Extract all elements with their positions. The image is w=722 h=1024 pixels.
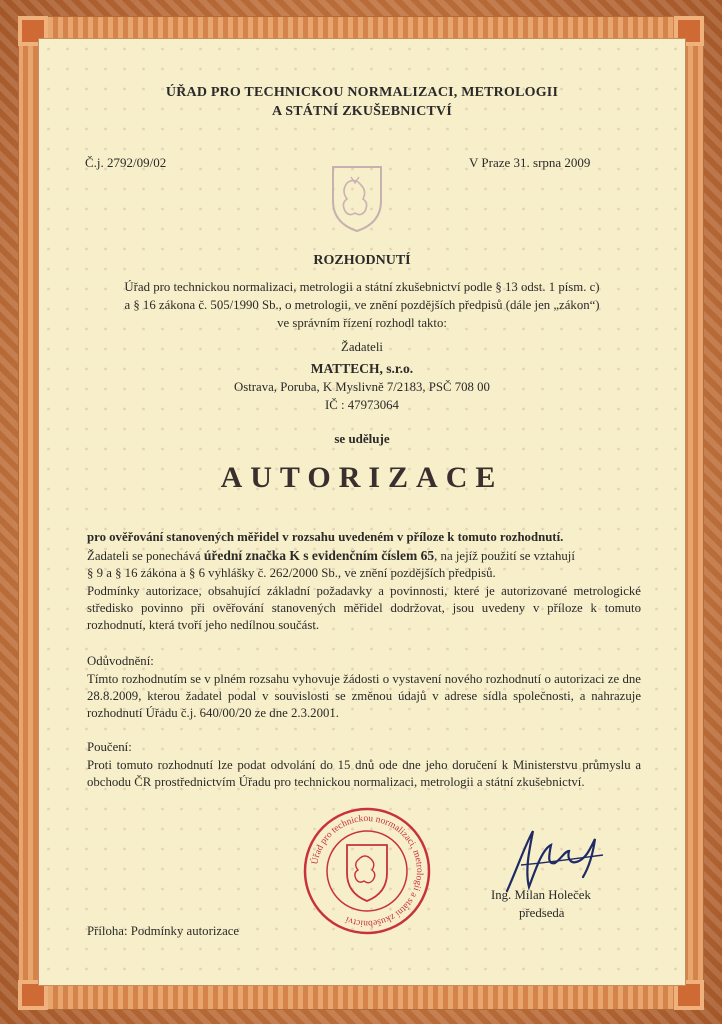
justification-text: Tímto rozhodnutím se v plném rozsahu vyhovuje žádosti o vystavení nového rozhodnutí o autorizaci ze dne 28.8.2009, kterou žadatel podal v souvislosti se změnou údajů v adrese sídla společnosti, a nahrazuje rozhodnutí Úřadu č.j. 640/00/20 ze dne 2.3.2001.: [87, 672, 641, 720]
applicant-id-number: IČ : 47973064: [325, 398, 399, 412]
intro-line-3: ve správním řízení rozhodl takto:: [277, 316, 447, 330]
official-round-stamp: [301, 805, 433, 937]
authorization-scope: pro ověřování stanovených měřidel v rozsahu uvedeném v příloze k tomuto rozhodnutí.: [87, 530, 564, 544]
authorization-conditions: Podmínky autorizace, obsahující základní požadavky a povinnosti, které je autorizované metrologické středisko povinno při ověřování stanovených měřidel dodržovat, jsou uvedeny v příloze k tomuto rozhodnutí, která tvoří jeho nedílnou součást.: [87, 584, 641, 632]
signatory-role: předseda: [519, 906, 565, 920]
intro-line-1: Úřad pro technickou normalizaci, metrologii a státní zkušebnictví podle § 13 odst. 1 písm. c): [124, 280, 600, 294]
authority-name-line2: A STÁTNÍ ZKUŠEBNICTVÍ: [271, 104, 453, 119]
place-date: V Praze 31. srpna 2009: [469, 155, 591, 170]
applicant-address: Ostrava, Poruba, K Myslivně 7/2183, PSČ 708 00: [234, 380, 490, 394]
authority-name-line1: ÚŘAD PRO TECHNICKOU NORMALIZACI, METROLOGII: [165, 85, 559, 100]
document-paper: [38, 38, 686, 986]
official-mark-line-1: [87, 547, 575, 565]
official-mark-prefix: Žadateli se ponechává: [87, 549, 201, 563]
justification-label: Odůvodnění:: [87, 654, 154, 668]
instruction-text: Proti tomuto rozhodnutí lze podat odvolání do 15 dnů ode dne jeho doručení k Ministerstvu průmyslu a obchodu ČR prostřednictvím Úřadu pro technickou normalizaci, metrologii a státní zkušebnictví.: [87, 758, 641, 789]
stamp-ring-text: Úřad pro technickou normalizaci, metrologii a státní zkušebnictví: [310, 813, 425, 929]
signatory-name: Ing. Milan Holeček: [491, 888, 591, 902]
reference-number: Č.j. 2792/09/02: [85, 155, 167, 170]
attachment-note: Příloha: Podmínky autorizace: [87, 924, 240, 938]
official-mark-number: úřední značka K s evidenčním číslem 65: [203, 548, 435, 563]
decision-title: ROZHODNUTÍ: [313, 253, 411, 268]
official-mark-line-2: § 9 a § 16 zákona a § 6 vyhlášky č. 262/2000 Sb., ve znění pozdějších předpisů.: [87, 566, 496, 580]
applicant-label: Žadateli: [341, 340, 383, 354]
authorization-headline: AUTORIZACE: [220, 461, 504, 494]
intro-line-2: a § 16 zákona č. 505/1990 Sb., o metrologii, ve znění pozdějších předpisů (dále jen „zákon“): [124, 298, 600, 312]
applicant-name: MATTECH, s.r.o.: [310, 361, 414, 376]
instruction-label: Poučení:: [87, 740, 132, 754]
official-mark-suffix: , na jejíž použití se vztahují: [434, 549, 575, 563]
coat-of-arms-emblem: [329, 163, 385, 233]
granted-text: se uděluje: [334, 431, 390, 446]
